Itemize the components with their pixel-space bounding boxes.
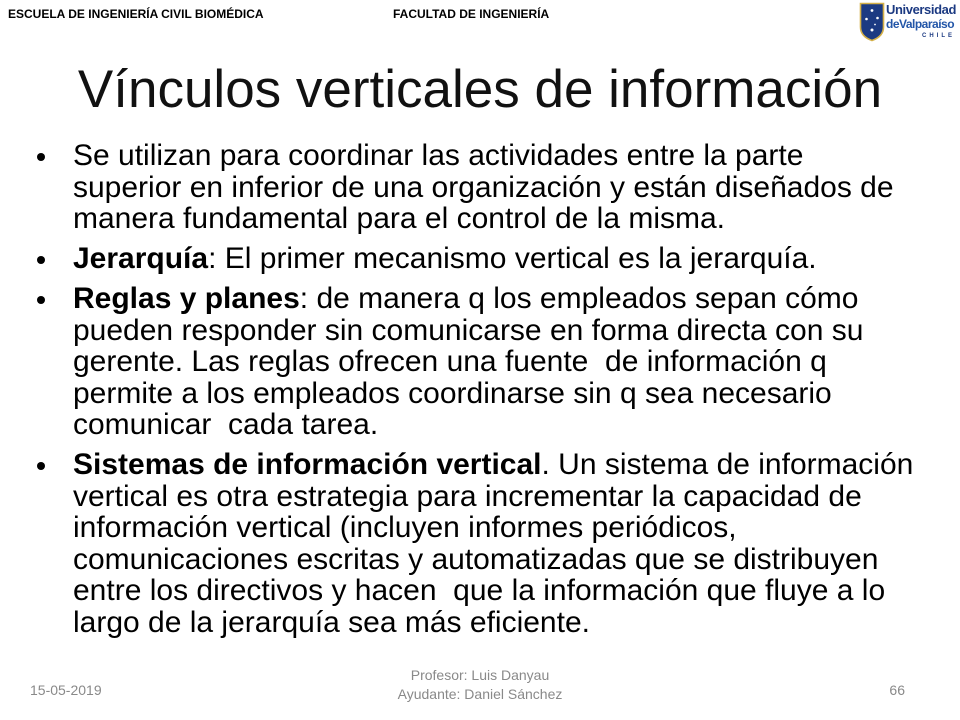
footer-presenters xyxy=(0,666,960,704)
star-shape xyxy=(874,24,876,26)
bullet-line: comunicar cada tarea. xyxy=(73,408,379,441)
bullet-line: Se utilizan para coordinar las actividades entre la parte xyxy=(73,139,804,172)
bullet-dot-icon xyxy=(37,462,45,470)
bullet-line: comunicaciones escritas y automatizadas que se distribuyen xyxy=(73,542,879,576)
star-shape xyxy=(871,29,874,32)
star-shape xyxy=(876,17,879,20)
bullet-line: vertical es otra estrategia para incrementar la capacidad de xyxy=(73,479,862,513)
bullet-line: entre los directivos y hacen que la información que fluye a lo xyxy=(73,574,886,607)
slide-title: Vínculos verticales de información xyxy=(77,60,883,119)
bullet-item xyxy=(0,449,960,638)
bullet-text: : El primer mecanismo vertical es la jerarquía. xyxy=(208,242,817,275)
university-logo xyxy=(857,0,960,44)
bullet-list xyxy=(0,140,960,647)
bullet-line: pueden responder sin comunicarse en forma directa con su xyxy=(73,313,864,347)
bullet-term: Reglas y planes xyxy=(73,282,300,315)
star-shape xyxy=(871,9,874,12)
footer-date: 15-05-2019 xyxy=(30,682,102,698)
bullet-term: Sistemas de información vertical xyxy=(73,448,542,481)
bullet-line: manera fundamental para el control de la misma. xyxy=(73,202,726,235)
bullet-dot-icon xyxy=(37,153,45,161)
star-shape xyxy=(865,18,868,21)
logo-text-chile: CHILE xyxy=(922,33,955,39)
bullet-item xyxy=(0,283,960,441)
footer-professor: Profesor: Luis Danyau xyxy=(410,667,550,683)
bullet-line: gerente. Las reglas ofrecen una fuente de información q xyxy=(73,345,827,378)
bullet-line xyxy=(73,283,960,315)
bullet-text: . Un sistema de información xyxy=(541,448,914,481)
bullet-line: superior en inferior de una organización y están diseñados de xyxy=(73,170,894,204)
bullet-line: largo de la jerarquía sea más eficiente. xyxy=(73,605,590,639)
bullet-item xyxy=(0,243,960,275)
bullet-text: : de manera q los empleados sepan cómo xyxy=(299,282,859,315)
logo-text-university: Universidad xyxy=(886,2,957,17)
bullet-line xyxy=(73,449,960,481)
bullet-line: información vertical (incluyen informes periódicos, xyxy=(73,511,737,544)
faculty-name: FACULTAD DE INGENIERÍA xyxy=(393,7,550,21)
footer-assistant: Ayudante: Daniel Sánchez xyxy=(397,686,563,702)
logo-text-valparaiso: deValparaíso xyxy=(886,17,955,31)
slide-number: 66 xyxy=(889,682,905,698)
school-name: ESCUELA DE INGENIERÍA CIVIL BIOMÉDICA xyxy=(8,7,264,21)
bullet-term: Jerarquía xyxy=(73,242,209,275)
bullet-dot-icon xyxy=(37,256,45,264)
university-shield-icon xyxy=(859,2,885,42)
bullet-line xyxy=(73,243,960,275)
bullet-dot-icon xyxy=(37,296,45,304)
bullet-line: permite a los empleados coordinarse sin q sea necesario xyxy=(73,376,832,410)
bullet-item xyxy=(0,140,960,235)
